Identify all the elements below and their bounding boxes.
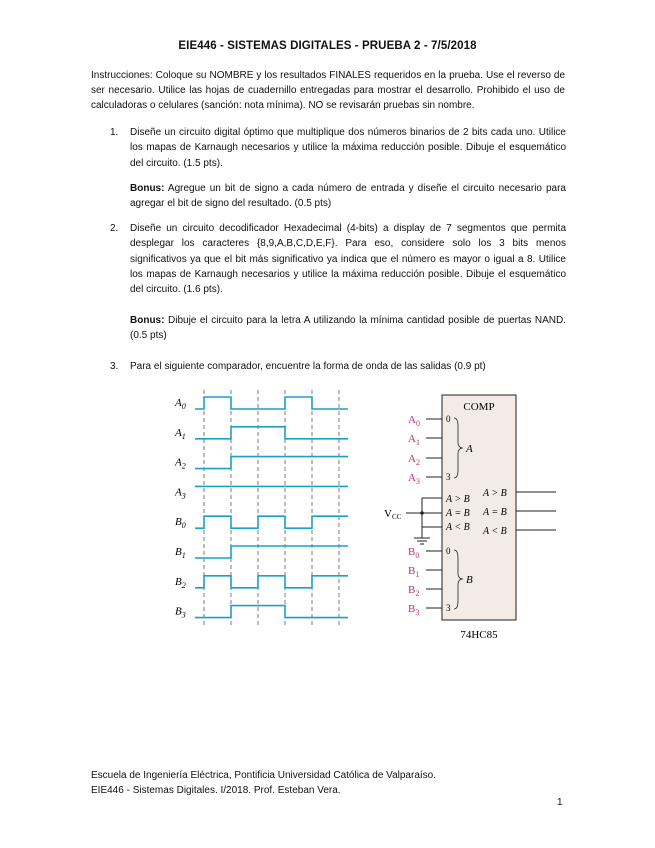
comparator-title: COMP xyxy=(463,401,495,413)
bonus-label: Bonus: xyxy=(130,315,165,326)
footer-line-2: EIE446 - Sistemas Digitales. I/2018. Prof. Esteban Vera. xyxy=(91,785,341,796)
input-a1: $A_1$ xyxy=(408,433,420,447)
timing-guide-lines xyxy=(204,390,339,625)
exam-title: EIE446 - SISTEMAS DIGITALES - PRUEBA 2 - 7/5/2018 xyxy=(178,40,477,52)
signal-trace xyxy=(195,546,348,558)
footer xyxy=(91,768,436,798)
signal-label: $A_0$ xyxy=(175,397,186,411)
signal-trace xyxy=(195,516,348,528)
part-number: 74HC85 xyxy=(460,629,498,641)
group-a-label: A xyxy=(466,443,473,455)
signal-trace xyxy=(195,606,348,618)
input-b2: $B_2$ xyxy=(408,584,420,598)
page-number: 1 xyxy=(557,797,563,808)
question-3 xyxy=(110,359,566,374)
input-a2: $A_2$ xyxy=(408,453,420,467)
cascade-lt: A < B xyxy=(446,522,470,533)
input-a3: $A_3$ xyxy=(408,472,420,486)
timing-diagram xyxy=(165,385,365,630)
input-b1: $B_1$ xyxy=(408,565,420,579)
question-2-text: Diseñe un circuito decodificador Hexadecimal (4-bits) a display de 7 segmentos que permita desplegar los caracteres {8,9,A,B,C,D,E,F}. Para eso, considere solo los 3 bits menos significativos ya que el bit más significativo ya indica que el número es mayor o igual a 8. Utilice los mapas de Karnaugh necesarios y utilice la máxima reducción posible. Dibuje el esquemático del circuito. (1.6 pts). xyxy=(130,223,566,296)
bonus-text: Dibuje el circuito para la letra A utilizando la mínima cantidad posible de puertas NAND. (0.5 pts) xyxy=(130,315,566,341)
instructions: Instrucciones: Coloque su NOMBRE y los resultados FINALES requeridos en la prueba. Use el reverso de ser necesario. Utilice las hojas de cuadernillo entregadas para mostrar el desarrollo. Prohibido el uso de calculadoras o celulares (sanción: nota mínima). NO se revisarán pruebas sin nombre. xyxy=(91,70,565,111)
signal-trace xyxy=(195,427,348,439)
footer-line-1: Escuela de Ingeniería Eléctrica, Pontificia Universidad Católica de Valparaíso. xyxy=(91,770,436,781)
output-gt: A > B xyxy=(483,488,507,499)
question-1-number: 1. xyxy=(110,127,119,138)
bonus-label: Bonus: xyxy=(130,183,165,194)
signal-trace xyxy=(195,457,348,469)
output-lt: A < B xyxy=(483,526,507,537)
signal-label: $B_2$ xyxy=(175,575,186,590)
signal-label: $B_3$ xyxy=(175,605,186,620)
question-2 xyxy=(110,221,566,297)
pin-b-last: 3 xyxy=(446,603,451,613)
question-2-bonus xyxy=(130,313,566,343)
group-b-label: B xyxy=(466,574,473,586)
cascade-eq: A = B xyxy=(446,508,470,519)
output-eq: A = B xyxy=(483,507,507,518)
signal-label: $A_3$ xyxy=(175,486,186,501)
signal-label: $B_0$ xyxy=(175,516,186,531)
input-a0: $A_0$ xyxy=(408,414,420,428)
pin-b-first: 0 xyxy=(446,546,451,556)
comparator-74hc85 xyxy=(378,390,578,645)
signal-trace xyxy=(195,397,348,409)
signal-label: $A_1$ xyxy=(175,426,186,441)
cascade-gt: A > B xyxy=(446,494,470,505)
signal-label: $B_1$ xyxy=(175,546,186,560)
pin-a-last: 3 xyxy=(446,472,451,482)
outputs xyxy=(482,488,556,537)
signal-label: $A_2$ xyxy=(175,456,186,471)
signal-trace xyxy=(195,576,348,588)
vcc-label: VCC xyxy=(384,508,402,521)
question-1-bonus xyxy=(130,181,566,211)
pin-a-first: 0 xyxy=(446,414,451,424)
question-3-number: 3. xyxy=(110,361,119,372)
bonus-text: Agregue un bit de signo a cada número de entrada y diseñe el circuito necesario para agregar el bit de signo del resultado. (0.5 pts) xyxy=(130,183,566,209)
question-2-number: 2. xyxy=(110,223,119,234)
question-1 xyxy=(110,125,566,171)
input-b0: $B_0$ xyxy=(408,546,420,560)
question-1-text: Diseñe un circuito digital óptimo que multiplique dos números binarios de 2 bits cada uno. Utilice los mapas de Karnaugh necesarios y utilice la máxima reducción posible. Dibuje el esquemático del circuito. (1.5 pts). xyxy=(130,127,566,169)
input-b3: $B_3$ xyxy=(408,603,420,617)
question-3-text: Para el siguiente comparador, encuentre la forma de onda de las salidas (0.9 pt) xyxy=(130,361,486,372)
